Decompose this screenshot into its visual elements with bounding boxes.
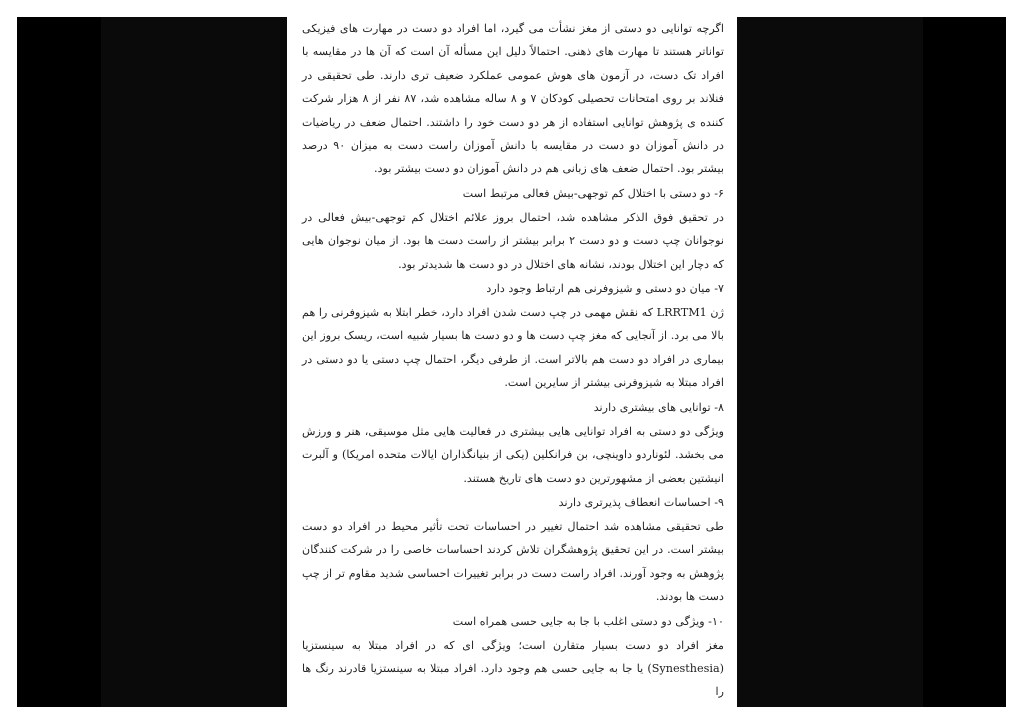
section-body-6: در تحقیق فوق الذکر مشاهده شد، احتمال بروز علائم اختلال کم توجهی-بیش فعالی در نوجوانان چپ دست و دو دست ۲ برابر بیشتر از راست دست ها بود. از میان نوجوان هایی که دچار این اختلال بودند، نشانه های اختلال در دو دست ها شدیدتر بود. bbox=[302, 210, 724, 271]
section-heading-9: ۹- احساسات انعطاف پذیرتری دارند bbox=[558, 495, 724, 509]
section-heading-6: ۶- دو دستی با اختلال کم توجهی-بیش فعالی مرتبط است bbox=[462, 186, 724, 200]
section-body-7: ژن LRRTM1 که نقش مهمی در چپ دست شدن افراد دارد، خطر ابتلا به شیزوفرنی را هم بالا می برد. از آنجایی که مغز چپ دست ها و دو دست ها بسیار شبیه است، ریسک بروز این بیماری در افراد دو دست هم بالاتر است. از طرفی دیگر، احتمال چپ دستی یا دو دستی در افراد مبتلا به شیزوفرنی بیشتر از سایرین است. bbox=[302, 306, 724, 390]
article-body bbox=[287, 17, 737, 704]
right-margin-band bbox=[737, 17, 923, 707]
left-margin-band bbox=[101, 17, 287, 707]
section-body-10: مغز افراد دو دست بسیار متقارن است؛ ویژگی ای که در افراد مبتلا به سینستزیا (Synesthesia) یا جا به جایی حسی هم وجود دارد. افراد مبتلا به سینستزیا قادرند رنگ ها را bbox=[302, 638, 724, 699]
section-body-8: ویژگی دو دستی به افراد توانایی هایی بیشتری در فعالیت هایی مثل موسیقی، هنر و ورزش می بخشد. لئوناردو داوینچی، بن فرانکلین (یکی از بنیانگذاران ایالات متحده امریکا) و آلبرت انیشتین بعضی از مشهورترین دو دست های تاریخ هستند. bbox=[302, 424, 724, 485]
viewer-frame bbox=[17, 17, 1006, 707]
section-heading-10: ۱۰- ویژگی دو دستی اغلب با جا به جایی حسی همراه است bbox=[452, 614, 724, 628]
section-body-9: طی تحقیقی مشاهده شد احتمال تغییر در احساسات تحت تأثیر محیط در افراد دو دست بیشتر است. در این تحقیق پژوهشگران تلاش کردند احساسات خاصی را در شرکت کنندگان پژوهش به وجود آورند. افراد راست دست در برابر تغییرات احساسی شدید مقاوم تر از چپ دست ها بودند. bbox=[302, 519, 724, 604]
intro-paragraph: اگرچه توانایی دو دستی از مغز نشأت می گیرد، اما افراد دو دست در مهارت های فیزیکی تواناتر هستند تا مهارت های ذهنی. احتمالاً دلیل این مسأله آن است که آن ها در مقایسه با افراد تک دست، در آزمون های هوش عمومی عملکرد ضعیف تری دارند. طی تحقیقی در فنلاند بر روی امتحانات تحصیلی کودکان ۷ و ۸ ساله مشاهده شد، ۸۷ نفر از ۸ هزار شرکت کننده ی پژوهش توانایی استفاده از هر دو دست خود را داشتند. احتمال ضعف در ریاضیات در دانش آموزان دو دست در مقایسه با دانش آموزان راست دست به میزان ۹۰ درصد بیشتر بود. احتمال ضعف های زبانی هم در دانش آموزان دو دست بیشتر بود. bbox=[302, 22, 724, 176]
section-heading-8: ۸- توانایی های بیشتری دارند bbox=[593, 400, 724, 414]
document-page[interactable] bbox=[287, 17, 737, 707]
section-heading-7: ۷- میان دو دستی و شیزوفرنی هم ارتباط وجود دارد bbox=[486, 282, 724, 296]
